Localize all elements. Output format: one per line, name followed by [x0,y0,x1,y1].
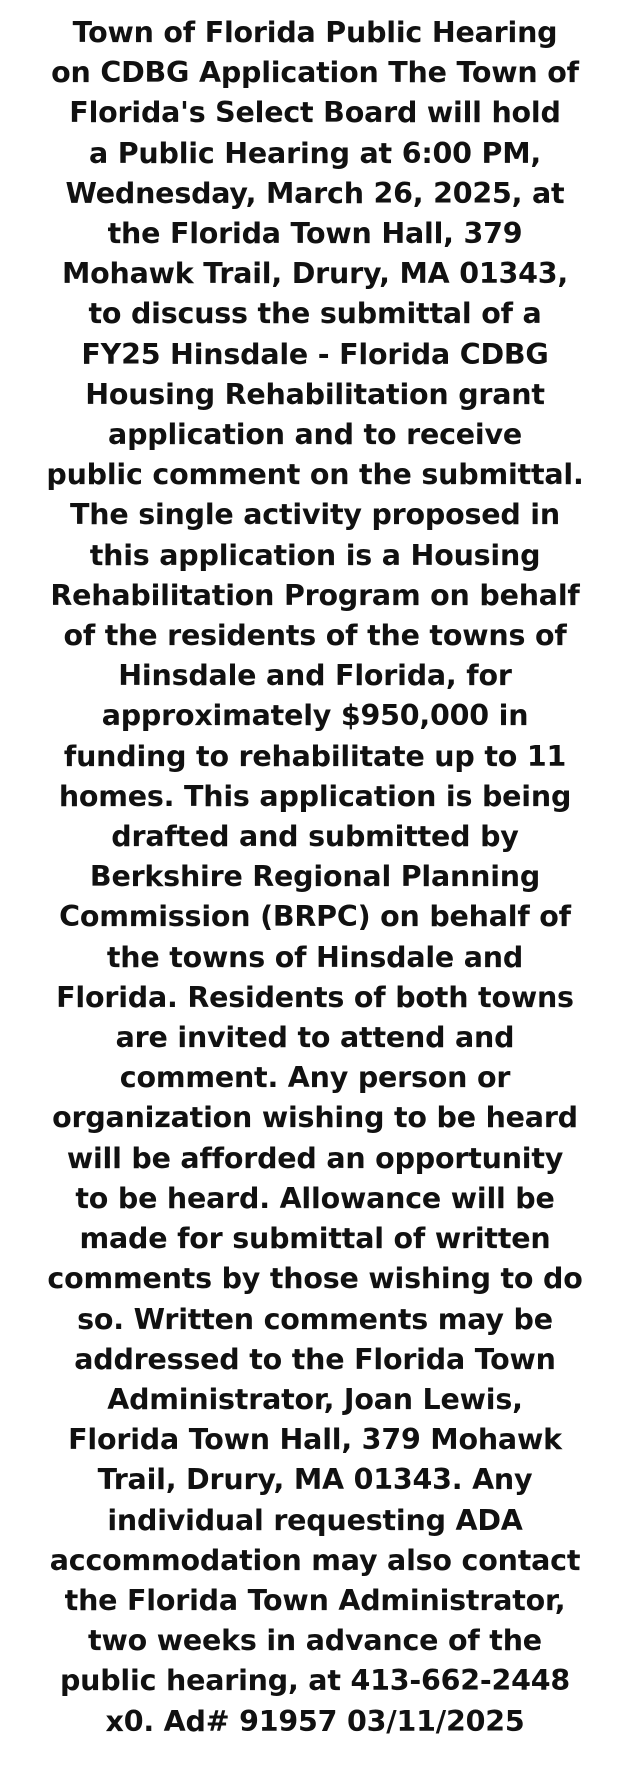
notice-line: are invited to attend and [115,1021,515,1055]
notice-line: Berkshire Regional Planning [89,860,541,894]
notice-line: accommodation may also contact [49,1543,581,1577]
notice-line: Florida's Select Board will hold [69,96,561,130]
notice-line: two weeks in advance of the [88,1624,542,1658]
notice-line: the Florida Town Administrator, [64,1583,566,1617]
notice-line: Administrator, Joan Lewis, [107,1382,523,1416]
notice-line: made for submittal of written [79,1222,551,1256]
notice-line: will be afforded an opportunity [66,1141,564,1175]
notice-line: Wednesday, March 26, 2025, at [65,176,565,210]
notice-line: Florida Town Hall, 379 Mohawk [68,1423,562,1457]
notice-line: Commission (BRPC) on behalf of [59,900,571,934]
notice-line: FY25 Hinsdale - Florida CDBG [81,337,549,371]
notice-line: Hinsdale and Florida, for [118,659,512,693]
notice-line: a Public Hearing at 6:00 PM, [88,136,541,170]
notice-line: of the residents of the towns of [63,619,567,653]
notice-line: the towns of Hinsdale and [106,940,524,974]
notice-line: the Florida Town Hall, 379 [107,217,523,251]
notice-line: drafted and submitted by [111,820,519,854]
notice-line: homes. This application is being [58,779,572,813]
notice-line: comments by those wishing to do [47,1262,583,1296]
notice-line: approximately $950,000 in [101,699,529,733]
notice-line: Rehabilitation Program on behalf [50,578,580,612]
notice-line: public hearing, at 413-662-2448 [59,1664,571,1698]
notice-line: Trail, Drury, MA 01343. Any [97,1463,533,1497]
notice-line: application and to receive [108,418,522,452]
notice-line: Town of Florida Public Hearing [72,16,558,49]
notice-line: x0. Ad# 91957 03/11/2025 [105,1704,525,1738]
notice-line: comment. Any person or [119,1061,511,1095]
notice-line: public comment on the submittal. [46,458,584,492]
notice-line: to discuss the submittal of a [88,297,542,331]
notice-line: Mohawk Trail, Drury, MA 01343, [61,257,569,291]
notice-line: this application is a Housing [89,538,541,572]
notice-line: individual requesting ADA [107,1503,523,1537]
notice-line: organization wishing to be heard [52,1101,578,1135]
notice-line: Housing Rehabilitation grant [85,377,545,411]
notice-line: so. Written comments may be [77,1302,553,1336]
notice-line: on CDBG Application The Town of [51,56,579,90]
notice-line: to be heard. Allowance will be [75,1181,555,1215]
notice-line: The single activity proposed in [70,498,560,532]
public-hearing-notice [0,13,630,1742]
notice-line: addressed to the Florida Town [74,1342,556,1376]
notice-line: funding to rehabilitate up to 11 [63,739,567,773]
notice-line: Florida. Residents of both towns [56,980,574,1014]
